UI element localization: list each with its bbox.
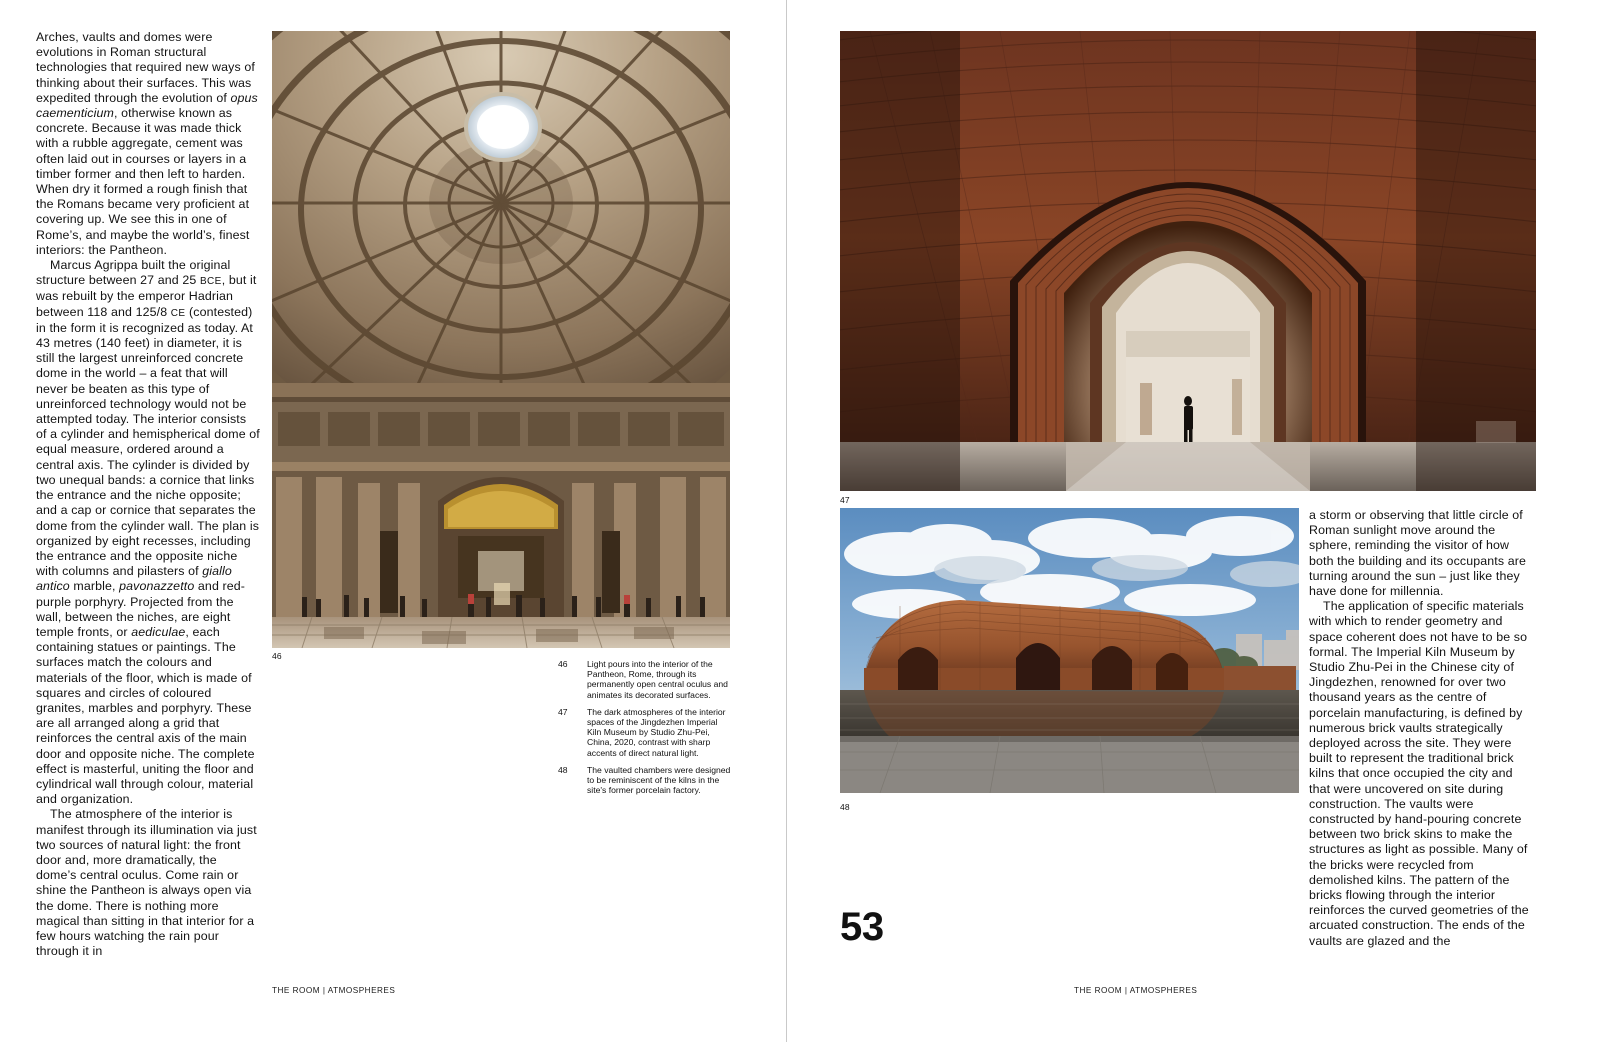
figure-kiln-exterior [840,508,1299,793]
paragraph-2: Marcus Agrippa built the original structure between 27 and 25 BCE, but it was rebuilt by the emperor Hadrian between 118 and 125/8 CE (contested) in the form it is recognized as today. At 43 metres (140 feet) in diameter, it is still the largest unreinforced concrete dome in the world – a feat that will never be beaten as this type of unreinforced technology would not be attempted today. The interior consists of a cylinder and hemispherical dome of equal measure, ordered around a central axis. The cylinder is divided by two unequal bands: a cornice that links the entrance and the niche opposite; and a cap or cornice that separates the dome from the cylinder wall. The plan is organized by eight recesses, including the entrance and the opposite niche with columns and pilasters of giallo antico marble, pavonazzetto and red-purple porphyry. Projected from the wall, between the niches, are eight temple fronts, or aediculae, each containing statues or paintings. The surfaces match the colours and materials of the floor, which is made of squares and circles of coloured granites, marbles and porphyry. These are all arranged along a grid that reinforces the central axis of the main door and opposite niche. The complete effect is masterful, uniting the floor and cylindrical wall through colour, material and organization. [36,258,260,807]
caption-item [558,765,733,796]
paragraph-4: a storm or observing that little circle of Roman sunlight move around the sphere, reminding the visitor of how both the building and its occupants are turning around the sun – just like they have done for millennia. [1309,508,1527,599]
paragraph-1: Arches, vaults and domes were evolutions in Roman structural technologies that required new ways of thinking about their surfaces. This was expedited through the evolution of opus caementicium, otherwise known as concrete. Because it was made thick with a rubble aggregate, cement was often laid out in courses or layers in a timber former and then left to harden. When dry it formed a rough finish that the Romans became very proficient at covering up. We see this in one of Rome’s, and maybe the world’s, finest interiors: the Pantheon. [36,30,258,257]
paragraph-3: The atmosphere of the interior is manifest through its illumination via just two sources of natural light: the front door and, more dramatically, the dome’s central oculus. Come rain or shine the Pantheon is always open via the dome. There is nothing more magical than sitting in that interior for a few hours watching the rain pour through it in [36,807,257,959]
right-page [786,0,1600,1042]
caption-text: Light pours into the interior of the Pantheon, Rome, through its permanently open central oculus and animates its decorated surfaces. [587,659,728,700]
caption-text: The vaulted chambers were designed to be reminiscent of the kilns in the site's former porcelain factory. [587,764,731,796]
caption-text: The dark atmospheres of the interior spaces of the Jingdezhen Imperial Kiln Museum by Studio Zhu-Pei, China, 2020, contrast with sharp accents of direct natural light. [587,706,726,758]
figure-number-48: 48 [840,802,850,812]
pantheon-illustration [272,31,730,648]
right-body-text [1309,508,1536,949]
caption-number: 46 [558,659,568,669]
figure-pantheon-interior [272,31,730,648]
caption-number: 47 [558,706,568,717]
caption-number: 48 [558,764,568,775]
caption-item [558,707,733,758]
caption-item [558,659,733,700]
caption-block [558,659,733,802]
footer-left: THE ROOM | ATMOSPHERES [272,986,396,995]
footer-right: THE ROOM | ATMOSPHERES [1074,986,1198,995]
kiln-exterior-illustration [840,508,1299,793]
kiln-interior-illustration [840,31,1536,491]
left-body-text [36,30,260,959]
figure-kiln-interior [840,31,1536,491]
figure-number-46: 46 [272,651,282,661]
left-page [0,0,786,1042]
page-folio: 53 [840,905,884,949]
paragraph-5: The application of specific materials with which to render geometry and space coherent does not have to be so formal. The Imperial Kiln Museum by Studio Zhu-Pei in the Chinese city of Jingdezhen, renowned for over two thousand years as the centre of porcelain manufacturing, is defined by numerous brick vaults strategically deployed across the site. They were built to represent the traditional brick kilns that once occupied the city and that were uncovered on site during construction. The vaults were constructed by hand-pouring concrete between two brick skins to make the structures as light as possible. Many of the bricks were recycled from demolished kilns. The pattern of the bricks flowing through the interior reinforces the curved geometries of the arcuated construction. The ends of the vaults are glazed and the [1309,599,1529,948]
figure-number-47: 47 [840,495,850,505]
